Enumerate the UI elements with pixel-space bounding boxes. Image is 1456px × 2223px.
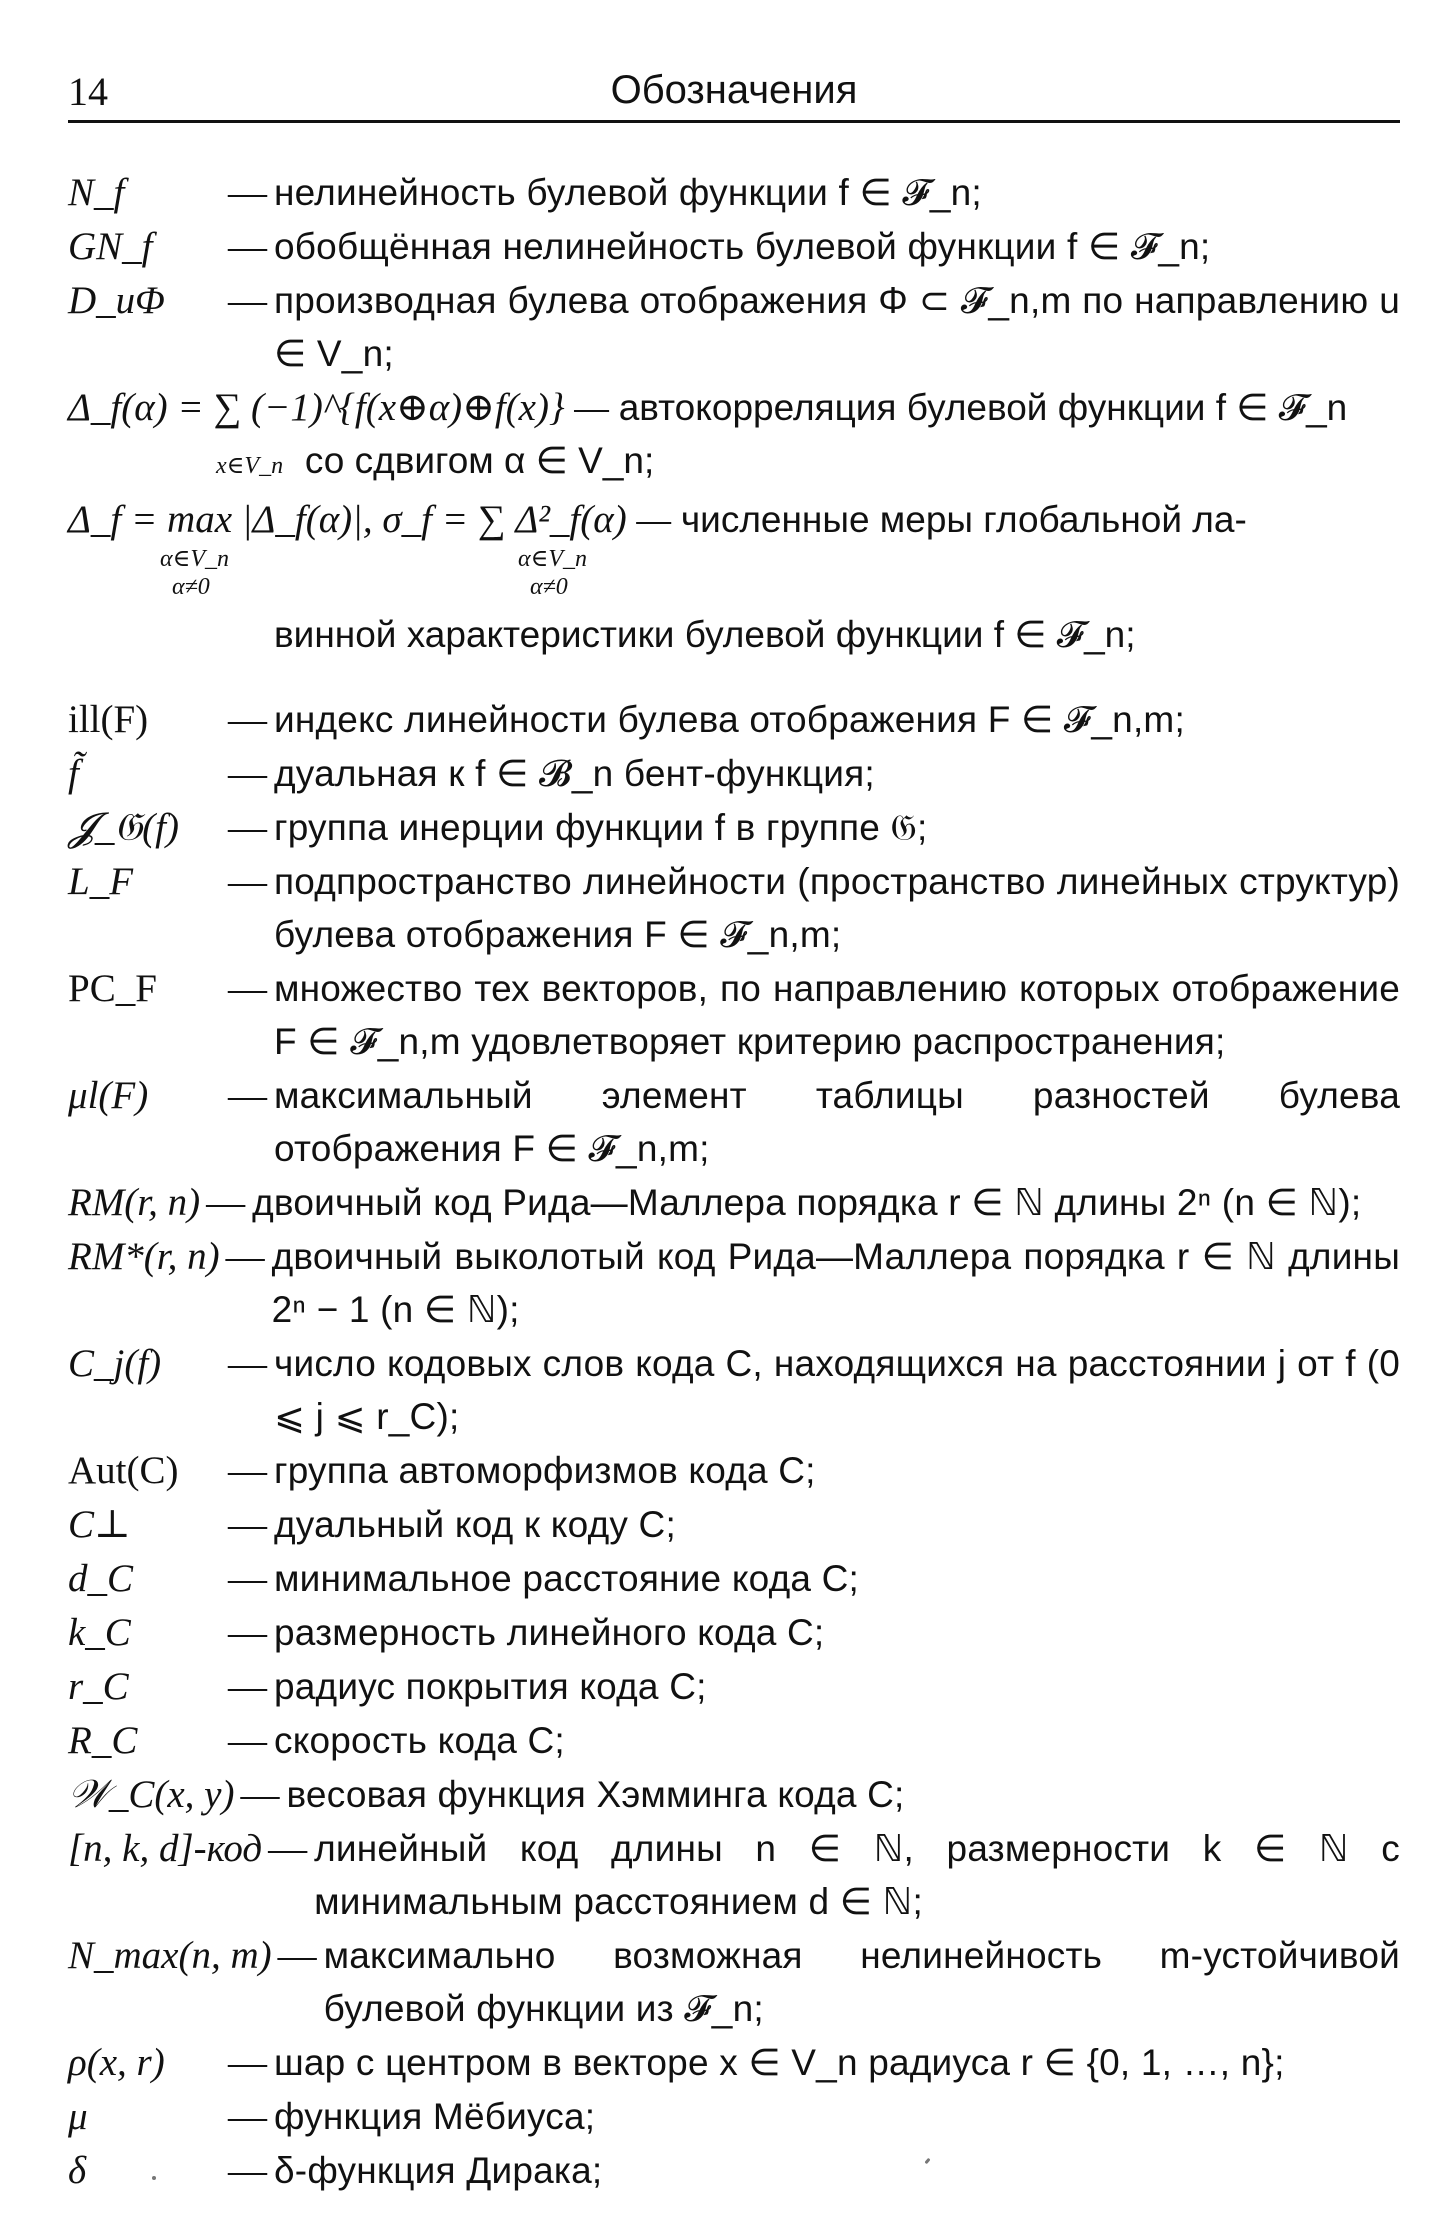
notation-symbol: N_max(n, m) — [68, 1934, 272, 1977]
notation-entries — [68, 693, 1400, 2197]
max-subscript-1: α∈V_n — [160, 546, 230, 572]
sum-subscript-1: α∈V_n — [518, 546, 588, 572]
dash: — — [228, 967, 267, 1010]
notation-description: группа автоморфизмов кода C; — [274, 1450, 816, 1491]
notation-symbol: N_f — [68, 171, 125, 214]
notation-description: производная булева отображения Φ ⊂ 𝓕_n,m по направлению u ∈ V_n; — [274, 280, 1400, 374]
notation-entry — [68, 1552, 1400, 1605]
dash: — — [228, 860, 267, 903]
notation-entry — [68, 1660, 1400, 1713]
notation-description: функция Мёбиуса; — [274, 2096, 596, 2137]
notation-description: нелинейность булевой функции f ∈ 𝓕_n; — [274, 172, 982, 213]
notation-description: скорость кода C; — [274, 1720, 565, 1761]
notation-symbol: r_C — [68, 1665, 129, 1708]
notation-description: двоичный выколотый код Рида—Маллера порядка r ∈ ℕ длины 2ⁿ − 1 (n ∈ ℕ); — [271, 1236, 1400, 1330]
dash: — — [206, 1181, 246, 1224]
sum-index: x∈V_n — [216, 453, 284, 479]
notation-symbol: GN_f — [68, 225, 153, 268]
notation-symbol: μ — [68, 2095, 88, 2138]
dash: — — [228, 225, 267, 268]
notation-description: индекс линейности булева отображения F ∈ 𝓕_n,m; — [274, 699, 1185, 740]
page-header — [68, 66, 1400, 123]
notation-description: минимальное расстояние кода C; — [274, 1558, 860, 1599]
notation-symbol: k_C — [68, 1611, 131, 1654]
notation-entry — [68, 2036, 1400, 2089]
notation-symbol: δ — [68, 2149, 87, 2192]
notation-entry — [68, 1714, 1400, 1767]
notation-symbol: f̃ — [68, 752, 79, 795]
notation-symbol: R_C — [68, 1719, 138, 1762]
notation-description: множество тех векторов, по направлению которых отображение F ∈ 𝓕_n,m удовлетворяет критерию распространения; — [274, 968, 1400, 1062]
notation-entry — [68, 2090, 1400, 2143]
dash: — — [228, 1665, 267, 1708]
global-avalanche-entry — [68, 493, 1400, 661]
notation-list — [68, 166, 1400, 2198]
notation-entry — [68, 1498, 1400, 1551]
dash: — — [228, 279, 267, 322]
notation-symbol: d_C — [68, 1557, 134, 1600]
notation-entry — [68, 1444, 1400, 1497]
max-subscript-2: α≠0 — [172, 574, 210, 600]
autocorrelation-formula: Δ_f(α) = ∑ (−1)^{f(x⊕α)⊕f(x)} — — [68, 386, 609, 429]
notation-description: радиус покрытия кода C; — [274, 1666, 707, 1707]
notation-symbol: [n, k, d]-код — [68, 1827, 263, 1870]
notation-entry — [68, 747, 1400, 800]
notation-description: шар с центром в векторе x ∈ V_n радиуса r ∈ {0, 1, …, n}; — [274, 2042, 1285, 2083]
notation-description: максимально возможная нелинейность m-устойчивой булевой функции из 𝓕_n; — [323, 1935, 1400, 2029]
dash: — — [228, 698, 267, 741]
dash: — — [277, 1934, 317, 1977]
notation-entry — [68, 1176, 1400, 1229]
notation-symbol: 𝓙_𝔊(f) — [68, 806, 179, 849]
notation-entry — [68, 166, 1400, 219]
notation-symbol: μl(F) — [68, 1074, 149, 1117]
notation-description: группа инерции функции f в группе 𝔊; — [274, 807, 928, 848]
global-avalanche-description-cont: винной характеристики булевой функции f ∈ 𝓕_n; — [274, 614, 1136, 655]
notation-symbol: 𝒲_C(x, y) — [68, 1773, 235, 1816]
notation-description: подпространство линейности (пространство линейных структур) булева отображения F ∈ 𝓕_n,m; — [274, 861, 1400, 955]
dash: — — [228, 752, 267, 795]
notation-entry — [68, 274, 1400, 380]
notation-symbol: L_F — [68, 860, 134, 903]
notation-entry — [68, 220, 1400, 273]
notation-entry — [68, 1929, 1400, 2035]
dash: — — [268, 1827, 308, 1870]
notation-description: весовая функция Хэмминга кода C; — [286, 1774, 905, 1815]
autocorrelation-description: автокорреляция булевой функции f ∈ 𝓕_n — [618, 387, 1348, 428]
notation-entry — [68, 1069, 1400, 1175]
dash: — — [228, 1503, 267, 1546]
dash: — — [228, 1342, 267, 1385]
notation-symbol: PC_F — [68, 967, 157, 1010]
notation-entry — [68, 1822, 1400, 1928]
notation-description: дуальный код к коду C; — [274, 1504, 676, 1545]
dash: — — [228, 1557, 267, 1600]
notation-symbol: RM(r, n) — [68, 1181, 201, 1224]
notation-entry — [68, 693, 1400, 746]
notation-description: линейный код длины n ∈ ℕ, размерности k ∈ ℕ с минимальным расстоянием d ∈ ℕ; — [314, 1828, 1400, 1922]
scan-speck — [152, 2176, 156, 2180]
dash: — — [228, 2041, 267, 2084]
notation-description: двоичный код Рида—Маллера порядка r ∈ ℕ длины 2ⁿ (n ∈ ℕ); — [252, 1182, 1362, 1223]
sum-subscript-2: α≠0 — [530, 574, 568, 600]
autocorrelation-entry — [68, 381, 1400, 487]
autocorrelation-description-cont: со сдвигом α ∈ V_n; — [304, 440, 655, 481]
running-title: Обозначения — [610, 68, 858, 112]
notation-description: обобщённая нелинейность булевой функции f ∈ 𝓕_n; — [274, 226, 1211, 267]
notation-description: дуальная к f ∈ 𝓑_n бент-функция; — [274, 753, 875, 794]
notation-entry — [68, 1768, 1400, 1821]
notation-entry — [68, 2144, 1400, 2197]
dash: — — [228, 1074, 267, 1117]
dash: — — [228, 171, 267, 214]
notation-description: δ-функция Дирака; — [274, 2150, 603, 2191]
dash: — — [228, 2149, 267, 2192]
notation-description: число кодовых слов кода C, находящихся на расстоянии j от f (0 ⩽ j ⩽ r_C); — [274, 1343, 1400, 1437]
notation-symbol: C⊥ — [68, 1503, 131, 1546]
page-number: 14 — [68, 69, 108, 114]
dash: — — [228, 2095, 267, 2138]
dash: — — [228, 1611, 267, 1654]
dash: — — [228, 806, 267, 849]
notation-symbol: D_uΦ — [68, 279, 165, 322]
notation-entry — [68, 1606, 1400, 1659]
notation-symbol: ill(F) — [68, 698, 149, 741]
global-avalanche-formula: Δ_f = max |Δ_f(α)|, σ_f = ∑ Δ²_f(α) — — [68, 498, 672, 541]
notation-entry — [68, 962, 1400, 1068]
notation-symbol: RM*(r, n) — [68, 1235, 220, 1278]
notation-entry — [68, 1337, 1400, 1443]
dash: — — [228, 1719, 267, 1762]
dash: — — [240, 1773, 280, 1816]
notation-symbol: C_j(f) — [68, 1342, 162, 1385]
dash: — — [228, 1449, 267, 1492]
notation-description: максимальный элемент таблицы разностей булева отображения F ∈ 𝓕_n,m; — [274, 1075, 1400, 1169]
notation-symbol: Aut(C) — [68, 1449, 179, 1492]
dash: — — [225, 1235, 265, 1278]
notation-symbol: ρ(x, r) — [68, 2041, 165, 2084]
notation-entry — [68, 801, 1400, 854]
notation-description: размерность линейного кода C; — [274, 1612, 825, 1653]
notation-entry — [68, 1230, 1400, 1336]
notation-entry — [68, 855, 1400, 961]
global-avalanche-description: численные меры глобальной ла- — [680, 499, 1247, 540]
